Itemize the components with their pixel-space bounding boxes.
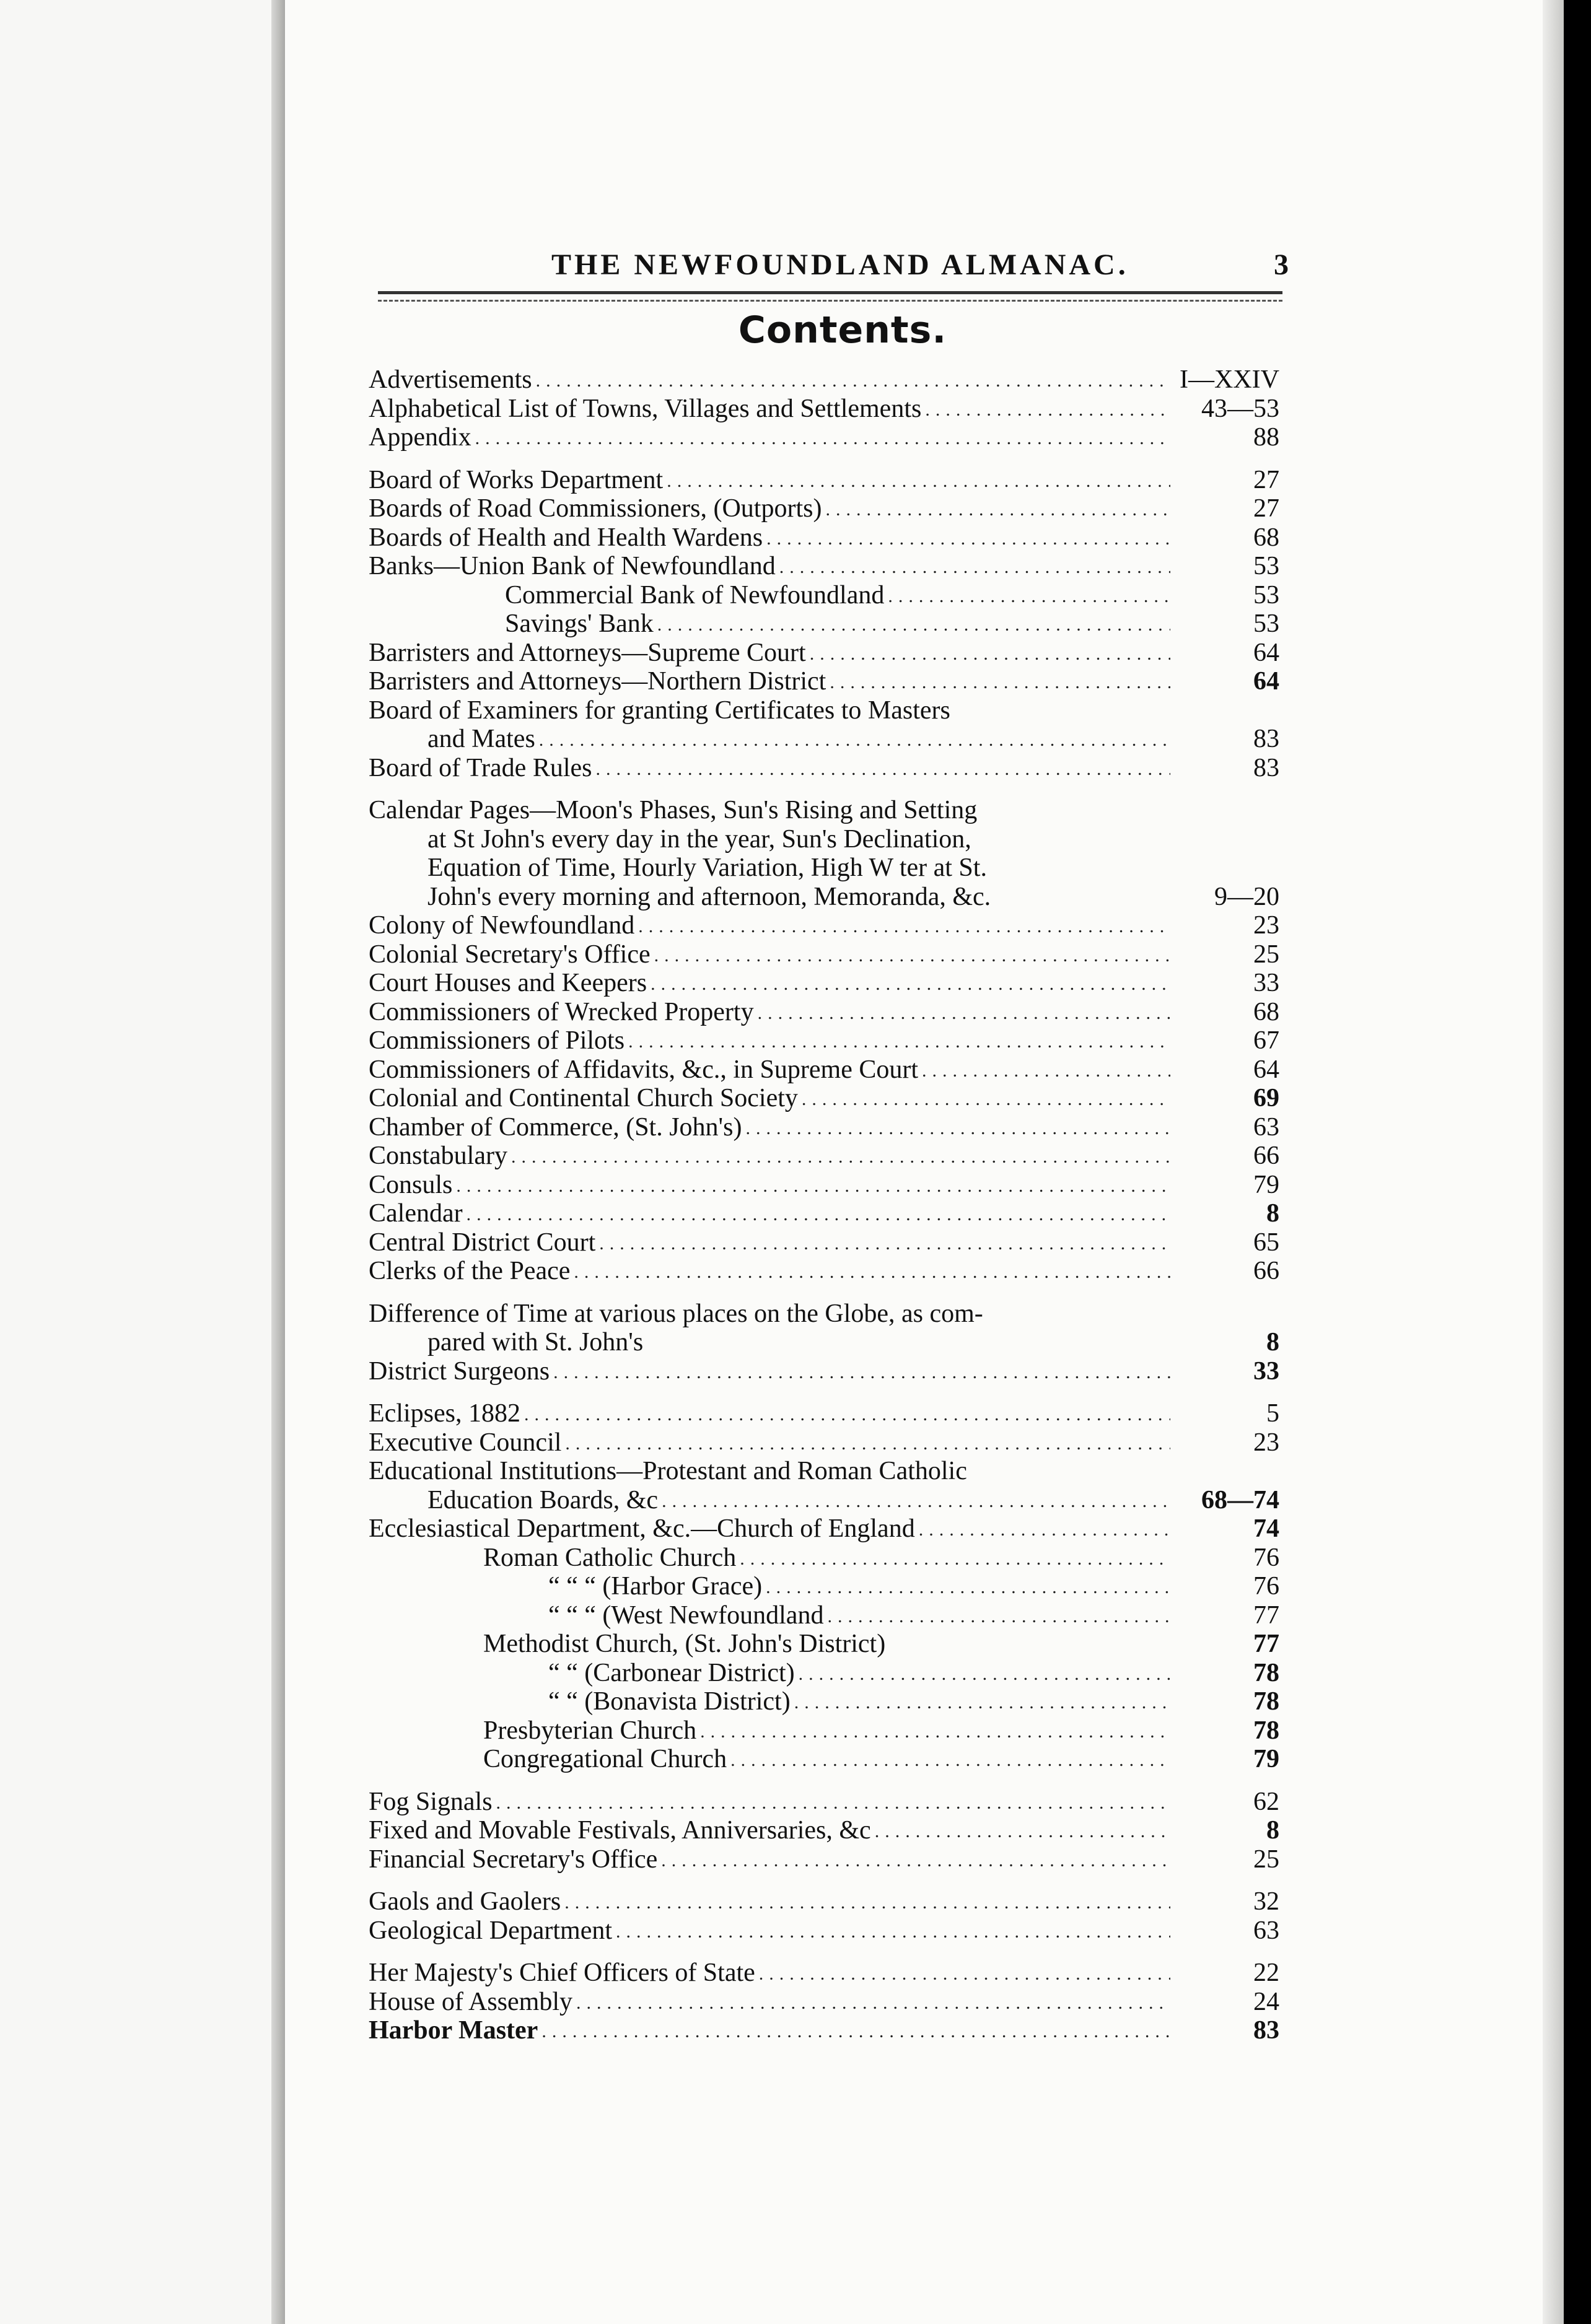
toc-entry-label: Central District Court — [369, 1228, 596, 1257]
toc-entry-page: 25 — [1253, 940, 1279, 969]
leader-dots — [539, 726, 1170, 755]
toc-entry-label: House of Assembly — [369, 1987, 572, 2016]
toc-entry-page: 23 — [1253, 911, 1279, 940]
toc-entry-page: 63 — [1253, 1916, 1279, 1945]
leader-dots — [825, 496, 1170, 525]
leader-dots — [574, 1258, 1170, 1287]
leader-dots — [745, 1114, 1170, 1143]
toc-entry — [369, 1055, 1279, 1085]
toc-entry-page: 5 — [1266, 1399, 1279, 1428]
toc-entry-page: 66 — [1253, 1142, 1279, 1170]
leader-dots — [654, 941, 1170, 971]
toc-entry-label: Barristers and Attorneys—Supreme Court — [369, 638, 806, 667]
toc-entry-label: Board of Trade Rules — [369, 753, 592, 782]
leader-dots — [475, 424, 1170, 453]
header-rule — [378, 291, 1282, 294]
leader-dots — [794, 1688, 1170, 1718]
toc-entry — [369, 883, 1279, 912]
toc-entry-label: Congregational Church — [483, 1745, 727, 1773]
toc-entry-page: 77 — [1253, 1630, 1279, 1658]
toc-entry-page: 9—20 — [1214, 882, 1279, 911]
toc-entry-page: 8 — [1266, 1816, 1279, 1845]
toc-entry — [369, 1199, 1279, 1228]
toc-entry — [369, 1916, 1279, 1946]
toc-entry-page: 77 — [1253, 1601, 1279, 1630]
toc-entry-page: 27 — [1253, 494, 1279, 523]
leader-dots — [541, 2017, 1170, 2047]
page-edge — [1543, 0, 1591, 2324]
toc-entry — [369, 1399, 1279, 1428]
toc-entry — [369, 1988, 1279, 2017]
leader-dots — [799, 1660, 1170, 1689]
toc-entry — [369, 395, 1279, 424]
toc-entry-label: Advertisements — [369, 365, 532, 394]
toc-entry — [369, 796, 1279, 825]
leader-dots — [553, 1358, 1170, 1387]
toc-entry-label: Barristers and Attorneys—Northern District — [369, 667, 826, 696]
leader-dots — [919, 1516, 1170, 1545]
toc-entry — [369, 1601, 1279, 1630]
toc-entry-label: Colonial Secretary's Office — [369, 940, 651, 969]
toc-entry — [369, 1544, 1279, 1573]
toc-entry-label: Commissioners of Pilots — [369, 1026, 625, 1055]
toc-entry-page: I—XXIV — [1180, 365, 1279, 394]
toc-entry-label: Consuls — [369, 1170, 453, 1199]
toc-entry-label: Chamber of Commerce, (St. John's) — [369, 1112, 742, 1142]
leader-dots — [496, 1789, 1170, 1818]
toc-entry-page: 67 — [1253, 1026, 1279, 1055]
toc-entry-label: Equation of Time, Hourly Variation, High W ter at St. — [427, 854, 987, 882]
toc-entry — [369, 854, 1279, 883]
toc-entry-label: “ “ (Bonavista District) — [548, 1687, 791, 1716]
page-number: 3 — [1274, 248, 1289, 281]
leader-dots — [888, 582, 1170, 611]
toc-entry-label: Presbyterian Church — [483, 1716, 697, 1745]
leader-dots — [802, 1085, 1170, 1114]
leader-dots — [827, 1602, 1170, 1632]
leader-dots — [730, 1746, 1170, 1775]
toc-entry-page: 22 — [1253, 1959, 1279, 1987]
toc-entry — [369, 1816, 1279, 1845]
toc-entry — [369, 725, 1279, 754]
toc-entry-page: 76 — [1253, 1543, 1279, 1572]
leader-dots — [759, 1960, 1170, 1989]
toc-entry — [369, 825, 1279, 854]
running-header — [520, 248, 1289, 285]
toc-entry-page: 8 — [1266, 1199, 1279, 1228]
toc-entry-label: Boards of Health and Health Wardens — [369, 523, 763, 552]
toc-entry — [369, 969, 1279, 998]
toc-entry-label: “ “ (Carbonear District) — [548, 1658, 795, 1687]
toc-entry-label: Board of Examiners for granting Certificates to Masters — [369, 696, 950, 725]
toc-entry-label: Commissioners of Wrecked Property — [369, 997, 754, 1026]
toc-entry-page: 68—74 — [1201, 1485, 1279, 1514]
toc-entry-label: Alphabetical List of Towns, Villages and Settlements — [369, 394, 922, 423]
toc-entry-label: Banks—Union Bank of Newfoundland — [369, 552, 776, 580]
toc-entry-page: 25 — [1253, 1845, 1279, 1874]
toc-entry-label: Gaols and Gaolers — [369, 1887, 561, 1916]
toc-entry-label: Her Majesty's Chief Officers of State — [369, 1959, 755, 1987]
toc-entry — [369, 696, 1279, 725]
toc-entry-label: Methodist Church, (St. John's District) — [483, 1630, 886, 1658]
toc-entry-label: Fixed and Movable Festivals, Anniversaries, &c — [369, 1816, 871, 1845]
toc-entry-page: 69 — [1253, 1084, 1279, 1112]
toc-entry — [369, 1959, 1279, 1988]
toc-entry — [369, 998, 1279, 1027]
toc-entry-page: 53 — [1253, 580, 1279, 609]
toc-entry-label: Executive Council — [369, 1428, 562, 1457]
leader-dots — [536, 367, 1170, 396]
toc-entry — [369, 1659, 1279, 1688]
toc-entry-page: 64 — [1253, 638, 1279, 667]
leader-dots — [875, 1817, 1170, 1846]
toc-entry-page: 53 — [1253, 552, 1279, 580]
toc-entry — [369, 1845, 1279, 1874]
leader-dots — [628, 1028, 1170, 1057]
toc-entry — [369, 667, 1279, 696]
toc-entry-label: Commercial Bank of Newfoundland — [505, 580, 885, 609]
leader-dots — [638, 912, 1170, 941]
toc-entry — [369, 1228, 1279, 1257]
toc-entry-page: 27 — [1253, 465, 1279, 494]
toc-entry-page: 63 — [1253, 1112, 1279, 1142]
leader-dots — [830, 668, 1170, 697]
leader-dots — [576, 1989, 1170, 2018]
toc-entry-page: 66 — [1253, 1257, 1279, 1285]
toc-entry-page: 68 — [1253, 523, 1279, 552]
toc-entry-page: 79 — [1253, 1170, 1279, 1199]
toc-entry — [369, 1328, 1279, 1357]
toc-entry-label: at St John's every day in the year, Sun's Declination, — [427, 824, 971, 854]
toc-entry — [369, 494, 1279, 523]
toc-entry — [369, 940, 1279, 969]
leader-dots — [662, 1487, 1170, 1516]
leader-dots — [766, 1573, 1170, 1602]
toc-entry — [369, 1687, 1279, 1716]
toc-entry-label: Calendar — [369, 1199, 463, 1228]
toc-entry — [369, 1630, 1279, 1659]
toc-entry-label: Harbor Master — [369, 2016, 538, 2045]
toc-entry-page: 83 — [1253, 725, 1279, 753]
toc-entry-label: Savings' Bank — [505, 609, 654, 638]
toc-entry — [369, 523, 1279, 553]
toc-entry-label: Colonial and Continental Church Society — [369, 1084, 798, 1112]
toc-entry — [369, 1887, 1279, 1916]
toc-entry — [369, 1300, 1279, 1329]
leader-dots — [779, 553, 1170, 582]
header-rule-dashed — [378, 300, 1282, 302]
toc-entry-label: “ “ “ (Harbor Grace) — [548, 1572, 763, 1601]
toc-entry-label: Educational Institutions—Protestant and Roman Catholic — [369, 1457, 967, 1485]
toc-entry-label: Appendix — [369, 423, 471, 452]
toc-entry-page: 33 — [1253, 969, 1279, 997]
toc-entry-page: 62 — [1253, 1787, 1279, 1816]
toc-entry-page: 43—53 — [1201, 394, 1279, 423]
toc-entry — [369, 1357, 1279, 1386]
toc-entry — [369, 639, 1279, 668]
toc-entry — [369, 1514, 1279, 1544]
toc-entry-page: 68 — [1253, 997, 1279, 1026]
toc-entry — [369, 1428, 1279, 1457]
toc-entry-label: Boards of Road Commissioners, (Outports) — [369, 494, 822, 523]
toc-entry-label: Eclipses, 1882 — [369, 1399, 520, 1428]
toc-entry-page: 23 — [1253, 1428, 1279, 1457]
toc-entry-label: Court Houses and Keepers — [369, 969, 647, 997]
toc-entry-page: 64 — [1253, 1055, 1279, 1084]
toc-entry — [369, 754, 1279, 783]
toc-entry-page: 78 — [1253, 1658, 1279, 1687]
toc-entry-page: 74 — [1253, 1514, 1279, 1543]
toc-entry — [369, 1257, 1279, 1286]
toc-entry — [369, 2016, 1279, 2045]
toc-entry — [369, 423, 1279, 452]
toc-entry — [369, 1171, 1279, 1200]
toc-entry-page: 79 — [1253, 1745, 1279, 1773]
toc-entry-label: Geological Department — [369, 1916, 613, 1945]
leader-dots — [651, 970, 1170, 999]
toc-entry-label: Colony of Newfoundland — [369, 911, 635, 940]
toc-entry-page: 53 — [1253, 609, 1279, 638]
toc-entry — [369, 609, 1279, 639]
leader-dots — [511, 1143, 1170, 1172]
table-of-contents — [369, 365, 1279, 2045]
toc-entry — [369, 911, 1279, 940]
toc-entry-page: 78 — [1253, 1716, 1279, 1745]
toc-entry-label: Fog Signals — [369, 1787, 493, 1816]
toc-entry-label: Board of Works Department — [369, 465, 664, 494]
toc-entry — [369, 1486, 1279, 1515]
toc-entry-label: Financial Secretary's Office — [369, 1845, 658, 1874]
toc-entry — [369, 1745, 1279, 1774]
leader-dots — [565, 1430, 1170, 1459]
toc-entry-label: John's every morning and afternoon, Memoranda, &c. — [427, 882, 991, 911]
toc-entry-label: Constabulary — [369, 1142, 507, 1170]
leader-dots — [599, 1230, 1170, 1259]
running-header-title: THE NEWFOUNDLAND ALMANAC. — [551, 248, 1129, 281]
toc-entry — [369, 1142, 1279, 1171]
toc-entry-page: 83 — [1253, 2016, 1279, 2045]
leader-dots — [766, 525, 1170, 554]
toc-entry — [369, 581, 1279, 610]
leader-dots — [657, 611, 1170, 640]
toc-entry — [369, 466, 1279, 495]
leader-dots — [661, 1846, 1170, 1876]
toc-entry-label: and Mates — [427, 725, 535, 753]
leader-dots — [922, 1057, 1170, 1086]
leader-dots — [740, 1545, 1170, 1574]
toc-entry — [369, 1788, 1279, 1817]
leader-dots — [667, 467, 1170, 496]
toc-entry — [369, 365, 1279, 395]
toc-entry — [369, 1716, 1279, 1745]
leader-dots — [616, 1918, 1170, 1947]
toc-entry-label: Calendar Pages—Moon's Phases, Sun's Rising and Setting — [369, 796, 978, 824]
leader-dots — [700, 1718, 1170, 1747]
toc-entry-label: Roman Catholic Church — [483, 1543, 737, 1572]
leader-dots — [925, 396, 1170, 425]
leader-dots — [564, 1889, 1170, 1918]
leader-dots — [596, 755, 1171, 784]
toc-entry-label: Commissioners of Affidavits, &c., in Supreme Court — [369, 1055, 919, 1084]
toc-entry-page: 24 — [1253, 1987, 1279, 2016]
toc-entry — [369, 1572, 1279, 1601]
leader-dots — [524, 1400, 1170, 1430]
toc-entry-page: 33 — [1253, 1356, 1279, 1386]
toc-entry-page: 32 — [1253, 1887, 1279, 1916]
toc-entry — [369, 1457, 1279, 1486]
toc-entry-label: Difference of Time at various places on the Globe, as com- — [369, 1299, 983, 1328]
toc-entry-page: 88 — [1253, 423, 1279, 452]
toc-entry-page: 76 — [1253, 1572, 1279, 1601]
toc-entry-label: “ “ “ (West Newfoundland — [548, 1601, 824, 1630]
leader-dots — [810, 640, 1170, 669]
toc-entry — [369, 1026, 1279, 1055]
toc-entry — [369, 552, 1279, 581]
leader-dots — [456, 1172, 1170, 1201]
contents-heading: Contents. — [738, 308, 947, 352]
toc-entry-label: Clerks of the Peace — [369, 1257, 571, 1285]
toc-entry-label: District Surgeons — [369, 1356, 550, 1386]
toc-entry-label: Education Boards, &c — [427, 1485, 659, 1514]
toc-entry-page: 65 — [1253, 1228, 1279, 1257]
toc-entry-label: pared with St. John's — [427, 1328, 644, 1356]
leader-dots — [467, 1200, 1170, 1230]
leader-dots — [758, 999, 1170, 1028]
toc-entry — [369, 1113, 1279, 1142]
toc-entry-page: 78 — [1253, 1687, 1279, 1716]
toc-entry-page: 83 — [1253, 753, 1279, 782]
toc-entry-page: 64 — [1253, 667, 1279, 696]
left-page-margin — [0, 0, 285, 2324]
toc-entry-label: Ecclesiastical Department, &c.—Church of England — [369, 1514, 915, 1543]
toc-entry-page: 8 — [1266, 1328, 1279, 1356]
toc-entry — [369, 1084, 1279, 1113]
